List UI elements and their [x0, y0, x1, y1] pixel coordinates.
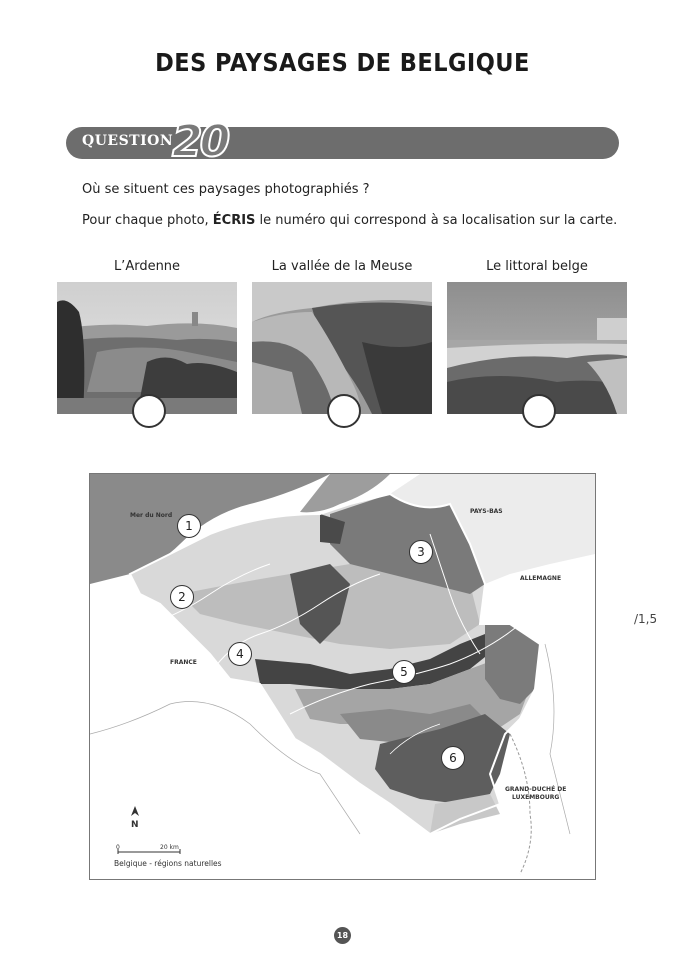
instruction-line-1: Où se situent ces paysages photographiés ? [82, 182, 370, 197]
map-label-germany: ALLEMAGNE [520, 575, 562, 582]
page-title: DES PAYSAGES DE BELGIQUE [155, 48, 530, 77]
question-number: 20 [172, 116, 228, 167]
north-label: N [131, 820, 139, 830]
map-label-france: FRANCE [170, 659, 197, 666]
photo-caption-meuse: La vallée de la Meuse [271, 259, 413, 274]
map-caption: Belgique - régions naturelles [114, 859, 222, 868]
map-label-sea: Mer du Nord [130, 512, 173, 519]
answer-circle-ardenne[interactable] [132, 394, 166, 428]
map-label-luxembourg-2: LUXEMBOURG [512, 794, 560, 801]
question-label: QUESTION [82, 133, 174, 149]
answer-circle-meuse[interactable] [327, 394, 361, 428]
instruction-text-end: le numéro qui correspond à sa localisation sur la carte. [255, 213, 618, 228]
map-label-netherlands: PAYS-BAS [470, 508, 503, 515]
map-number-2: 2 [170, 585, 194, 609]
map-number-4: 4 [228, 642, 252, 666]
map-number-1: 1 [177, 514, 201, 538]
map-label-luxembourg-1: GRAND-DUCHÉ DE [505, 786, 567, 793]
instruction-line-2 [82, 213, 617, 228]
map-belgium [89, 473, 596, 880]
scale-start: 0 [116, 844, 120, 851]
map-number-3: 3 [409, 540, 433, 564]
photo-caption-littoral: Le littoral belge [486, 259, 588, 274]
score-label: /1,5 [634, 612, 658, 626]
instruction-bold: ÉCRIS [212, 213, 256, 228]
answer-circle-littoral[interactable] [522, 394, 556, 428]
scale-end: 20 km [160, 844, 179, 851]
page-number: 18 [334, 927, 351, 944]
photo-caption-ardenne: L’Ardenne [113, 259, 181, 274]
instruction-text: Pour chaque photo, [82, 213, 213, 228]
map-number-6: 6 [441, 746, 465, 770]
map-number-5: 5 [392, 660, 416, 684]
